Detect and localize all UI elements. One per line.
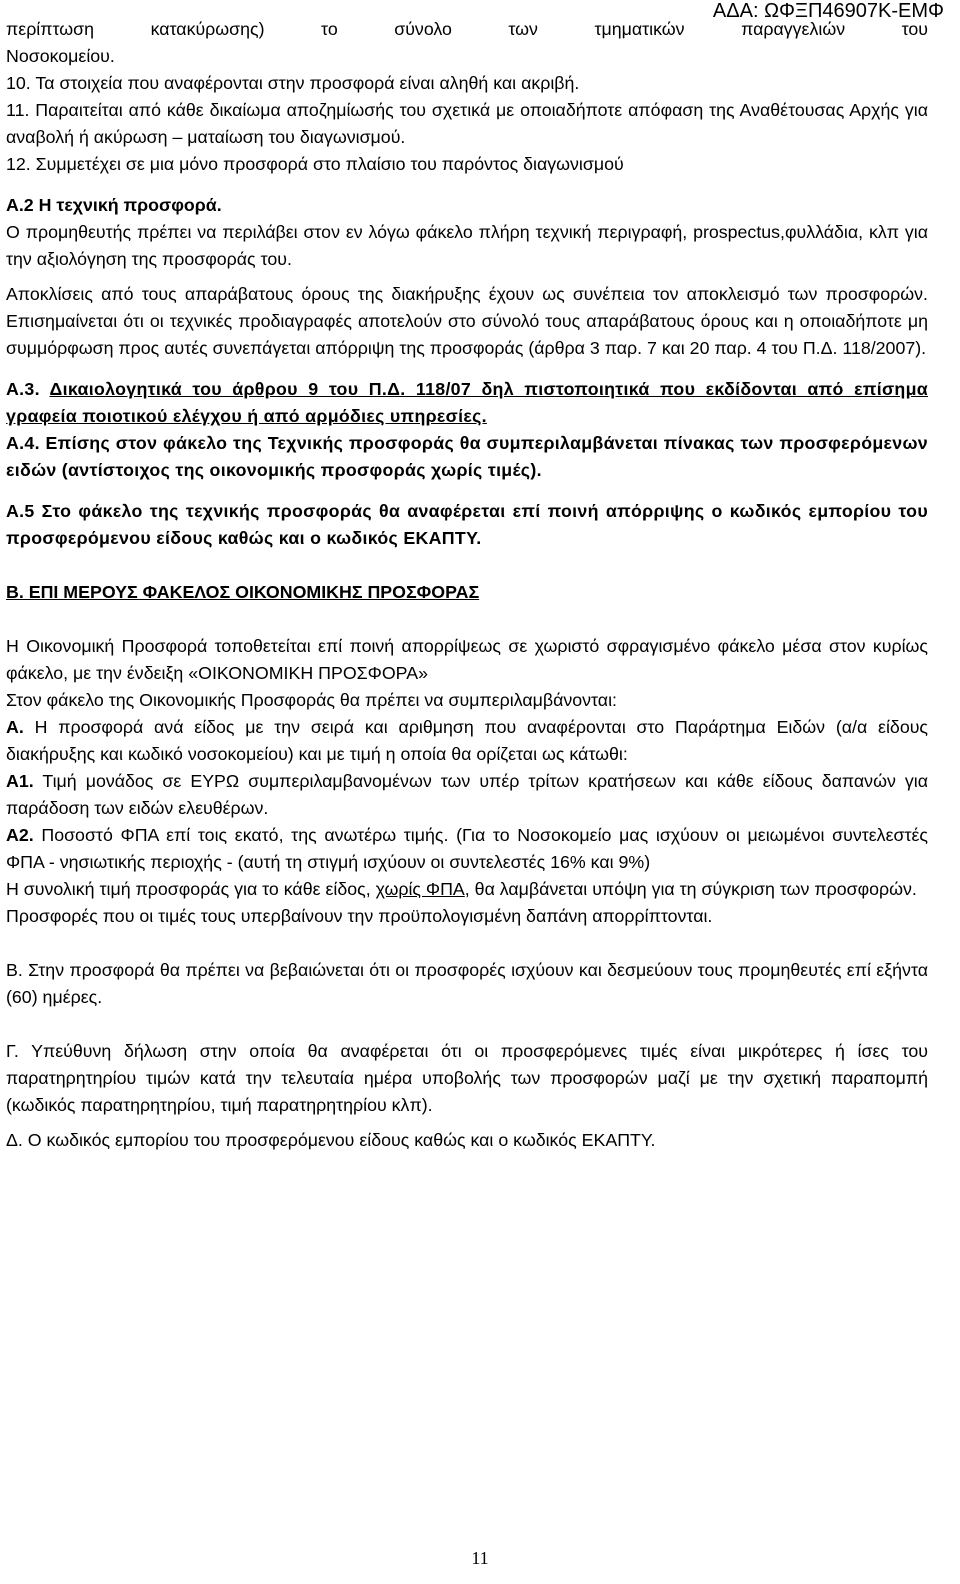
intro-line-2: Νοσοκομείου. — [6, 46, 115, 66]
a2-paragraph-1: Ο προμηθευτής πρέπει να περιλάβει στον εν λόγω φάκελο πλήρη τεχνική περιγραφή, prospectus,φυλλάδια, κλπ για την αξιολόγηση της προσφοράς του. — [6, 222, 928, 269]
item-a1-label: Α1. — [6, 771, 34, 791]
section-g-paragraph: Γ. Υπεύθυνη δήλωση στην οποία θα αναφέρεται ότι οι προσφερόμενες τιμές είναι μικρότερες ή ίσες του παρατηρητηρίου τιμών κατά την τελευταία ημέρα υποβολής των προσφορών μαζί με την σχετική παραπομπή (κωδικός παρατηρητηρίου, τιμή παρατηρητηρίου κλπ). — [6, 1041, 928, 1115]
total-price-pre: Η συνολική τιμή προσφοράς για το κάθε είδος, — [6, 879, 376, 899]
item-a — [6, 714, 928, 768]
total-price-post: , θα λαμβάνεται υπόψη για τη σύγκριση των προσφορών. — [464, 879, 917, 899]
section-b-heading: Β. ΕΠΙ ΜΕΡΟΥΣ ΦΑΚΕΛΟΣ ΟΙΚΟΝΟΜΙΚΗΣ ΠΡΟΣΦΟΡΑΣ — [6, 582, 480, 602]
item-a2 — [6, 822, 928, 876]
intro-line-1: περίπτωση κατακύρωσης) το σύνολο των τμηματικών παραγγελιών του — [6, 19, 928, 39]
a3-paragraph — [6, 376, 928, 430]
a3-prefix: Α.3. — [6, 379, 50, 399]
a3-text: Δικαιολογητικά του άρθρου 9 του Π.Δ. 118/07 δηλ πιστοποιητικά που εκδίδονται από επίσημα γραφεία ποιοτικού ελέγχου ή από αρμόδιες υπηρεσίες. — [6, 379, 929, 426]
section-b-paragraph-1: Η Οικονομική Προσφορά τοποθετείται επί ποινή απορρίψεως σε χωριστό σφραγισμένο φάκελο μέσα στον κυρίως φάκελο, με την ένδειξη «ΟΙΚΟΝΟΜΙΚΗ ΠΡΟΣΦΟΡΑ» — [6, 636, 928, 683]
section-v-paragraph: Β. Στην προσφορά θα πρέπει να βεβαιώνεται ότι οι προσφορές ισχύουν και δεσμεύουν τους προμηθευτές επί εξήντα (60) ημέρες. — [6, 960, 928, 1007]
item-12: 12. Συμμετέχει σε μια μόνο προσφορά στο πλαίσιο του παρόντος διαγωνισμού — [6, 154, 624, 174]
item-a-text: Η προσφορά ανά είδος με την σειρά και αριθμηση που αναφέρονται στο Παράρτημα Ειδών (α/α είδους διακήρυξης και κωδικό νοσοκομείου) και με τιμή η οποία θα ορίζεται ως κάτωθι: — [6, 717, 928, 764]
a4-paragraph: Α.4. Επίσης στον φάκελο της Τεχνικής προσφοράς θα συμπεριλαμβάνεται πίνακας των προσφερόμενων ειδών (αντίστοιχος της οικονομικής προσφοράς χωρίς τιμές). — [6, 433, 928, 480]
rejection-paragraph: Προσφορές που οι τιμές τους υπερβαίνουν την προϋπολογισμένη δαπάνη απορρίπτονται. — [6, 906, 713, 926]
item-11: 11. Παραιτείται από κάθε δικαίωμα αποζημίωσής του σχετικά με οποιαδήποτε απόφαση της Αναθέτουσας Αρχής για αναβολή ή ακύρωση – ματαίωση του διαγωνισμού. — [6, 100, 928, 147]
total-price-paragraph — [6, 876, 928, 903]
total-price-underlined: χωρίς ΦΠΑ — [375, 879, 465, 899]
item-a1 — [6, 768, 928, 822]
item-a-label: Α. — [6, 717, 24, 737]
ada-code: ΑΔΑ: ΩΦΞΠ46907Κ-ΕΜΦ — [712, 0, 944, 22]
a2-paragraph-2: Αποκλίσεις από τους απαράβατους όρους της διακήρυξης έχουν ως συνέπεια τον αποκλεισμό των προσφορών. Επισημαίνεται ότι οι τεχνικές προδιαγραφές αποτελούν στο σύνολό τους απαράβατους όρους και η οποιαδήποτε μη συμμόρφωση προς αυτές συνεπάγεται απόρριψη της προσφοράς (άρθρα 3 παρ. 7 και 20 παρ. 4 του Π.Δ. 118/2007). — [6, 284, 928, 358]
section-d-paragraph: Δ. Ο κωδικός εμπορίου του προσφερόμενου είδους καθώς και ο κωδικός ΕΚΑΠΤΥ. — [6, 1130, 656, 1150]
item-a2-text: Ποσοστό ΦΠΑ επί τοις εκατό, της ανωτέρω τιμής. (Για το Νοσοκομείο μας ισχύουν οι μειωμένοι συντελεστές ΦΠΑ - νησιωτικής περιοχής - (αυτή τη στιγμή ισχύουν οι συντελεστές 16% και 9%) — [6, 825, 928, 872]
item-a2-label: Α2. — [6, 825, 34, 845]
item-10: 10. Τα στοιχεία που αναφέρονται στην προσφορά είναι αληθή και ακριβή. — [6, 73, 580, 93]
page-number: 11 — [471, 1548, 489, 1568]
section-b-paragraph-2: Στον φάκελο της Οικονομικής Προσφοράς θα πρέπει να συμπεριλαμβάνονται: — [6, 690, 617, 710]
a2-heading: Α.2 Η τεχνική προσφορά. — [6, 195, 222, 215]
document-body — [6, 16, 928, 1154]
a5-paragraph: Α.5 Στο φάκελο της τεχνικής προσφοράς θα αναφέρεται επί ποινή απόρριψης ο κωδικός εμπορίου του προσφερόμενου είδους καθώς και ο κωδικός ΕΚΑΠΤΥ. — [6, 501, 928, 548]
item-a1-text: Τιμή μονάδος σε ΕΥΡΩ συμπεριλαμβανομένων των υπέρ τρίτων κρατήσεων και κάθε είδους δαπανών για παράδοση των ειδών ελευθέρων. — [6, 771, 928, 818]
